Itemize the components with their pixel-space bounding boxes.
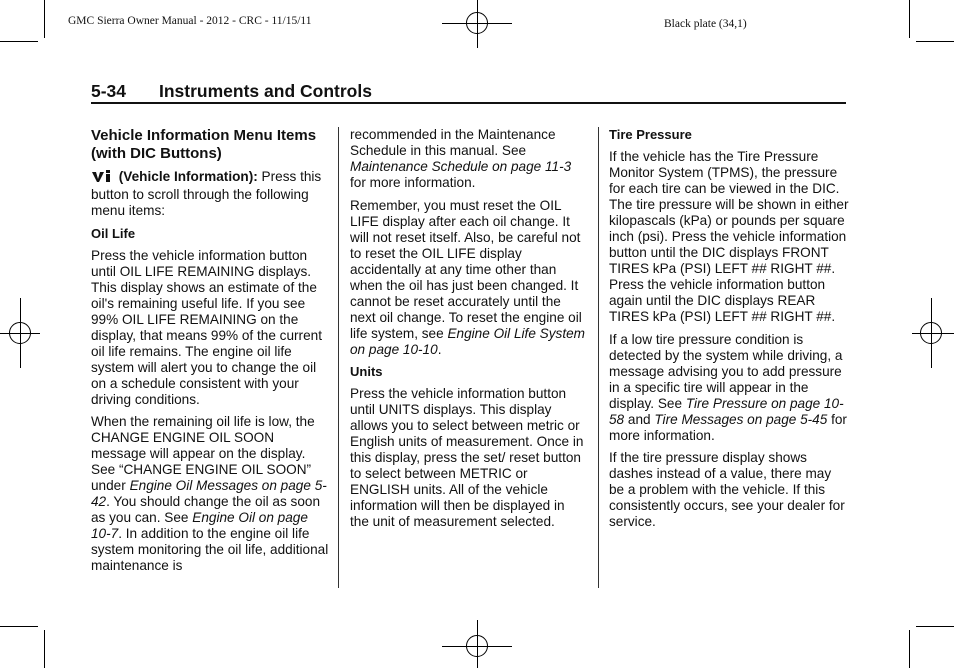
vehicle-info-menu-heading: Vehicle Information Menu Items (with DIC Buttons) xyxy=(91,127,317,162)
maint-text-b: for more information. xyxy=(350,175,476,190)
engine-oil-messages-link[interactable]: Engine Oil Messages on page 5-42 xyxy=(91,478,327,509)
tp2-text-a: If a low tire pressure condition is detected by the system while driving, a message advising you to add pressure in a specific tire will appear in the display. See xyxy=(609,331,843,411)
crop-mark-top-left-h xyxy=(0,41,38,42)
plate-info-right: Black plate (34,1) xyxy=(664,18,747,30)
page-header xyxy=(91,81,846,104)
crop-mark-bottom-right-h xyxy=(916,626,954,627)
tire-pressure-heading: Tire Pressure xyxy=(609,127,692,142)
oil-p2-text-b: . You should change the oil as soon as you can. See xyxy=(91,494,321,525)
tire-pressure-paragraph-2 xyxy=(609,332,849,444)
registration-mark-right xyxy=(912,298,954,368)
maint-text-a: recommended in the Maintenance Schedule in this manual. See xyxy=(350,127,556,158)
oil-life-paragraph-1: Press the vehicle information button until OIL LIFE REMAINING displays. This display shows an estimate of the oil's remaining useful life. If you see 99% OIL LIFE REMAINING on the display, that means 99% of the current oil life remains. The engine oil life system will alert you to change the oil on a schedule consistent with your driving conditions. xyxy=(91,247,322,407)
crop-mark-bottom-left-h xyxy=(0,626,38,627)
crop-mark-bottom-right-v xyxy=(909,630,910,668)
vehicle-info-text: Press this button to scroll through the following menu items: xyxy=(91,169,322,218)
crop-mark-top-left-v xyxy=(44,0,45,38)
crop-mark-top-right-v xyxy=(909,0,910,38)
crop-mark-top-right-h xyxy=(916,41,954,42)
vehicle-information-button-icon xyxy=(91,170,115,187)
units-paragraph: Press the vehicle information button until UNITS displays. This display allows you to select between metric or English units of measurement. Once in this display, press the set/ reset button to select between METRIC or ENGLISH units. All of the vehicle information will then be displayed in the unit of measurement selected. xyxy=(350,386,584,529)
reset-paragraph xyxy=(350,198,586,358)
reset-text-a: Remember, you must reset the OIL LIFE display after each oil change. It will not reset itself. Also, be careful not to reset the OIL LIFE display accidentally at any time other than when the oil has just been changed. It cannot be reset accurately until the next oil change. To reset the engine oil life system, see xyxy=(350,197,582,341)
column-1 xyxy=(91,127,331,581)
page-number: 5-34 xyxy=(91,81,127,101)
registration-mark-top xyxy=(442,0,512,48)
tire-pressure-paragraph-3: If the tire pressure display shows dashes instead of a value, there may be a problem with the vehicle. If this consistently occurs, see your dealer for service. xyxy=(609,450,845,529)
crop-mark-bottom-left-v xyxy=(44,630,45,668)
column-divider-2 xyxy=(598,127,599,588)
section-title: Instruments and Controls xyxy=(159,81,372,101)
vehicle-info-label: (Vehicle Information): xyxy=(118,169,258,184)
tire-pressure-link[interactable]: Tire Pressure on page 10-58 xyxy=(609,395,844,427)
oil-life-heading: Oil Life xyxy=(91,225,136,241)
maintenance-schedule-link[interactable]: Maintenance Schedule on page 11-3 xyxy=(350,159,572,174)
tp2-text-b: for more information. xyxy=(609,411,847,443)
reset-text-b: . xyxy=(437,341,442,357)
maintenance-paragraph xyxy=(350,127,586,191)
registration-mark-bottom xyxy=(442,620,512,668)
tp2-and: and xyxy=(627,411,651,427)
column-3 xyxy=(609,127,849,537)
registration-mark-left xyxy=(0,298,40,368)
oil-p2-text-c: . In addition to the engine oil life system monitoring the oil life, additional maintenance is xyxy=(91,526,329,573)
engine-oil-link[interactable]: Engine Oil on page 10-7 xyxy=(91,510,308,541)
column-divider-1 xyxy=(338,127,339,588)
units-heading: Units xyxy=(350,364,383,379)
oil-life-paragraph-2 xyxy=(91,414,331,574)
oil-p2-text-a: When the remaining oil life is low, the CHANGE ENGINE OIL SOON message will appear on the display. See “CHANGE ENGINE OIL SOON” under xyxy=(91,414,315,493)
plate-info-left: GMC Sierra Owner Manual - 2012 - CRC - 11/15/11 xyxy=(68,15,312,27)
engine-oil-life-system-link[interactable]: Engine Oil Life System on page 10-10 xyxy=(350,325,585,357)
column-2 xyxy=(350,127,586,537)
vehicle-info-intro xyxy=(91,169,331,219)
tire-pressure-paragraph-1: If the vehicle has the Tire Pressure Monitor System (TPMS), the pressure for each tire can be viewed in the DIC. The tire pressure will be shown in either kilopascals (kPa) or pounds per square inch (psi). Press the vehicle information button until the DIC displays FRONT TIRES kPa (PSI) LEFT ## RIGHT ##. Press the vehicle information button again until the DIC displays REAR TIRES kPa (PSI) LEFT ## RIGHT ##. xyxy=(609,149,849,324)
tire-messages-link[interactable]: Tire Messages on page 5-45 xyxy=(654,411,828,427)
